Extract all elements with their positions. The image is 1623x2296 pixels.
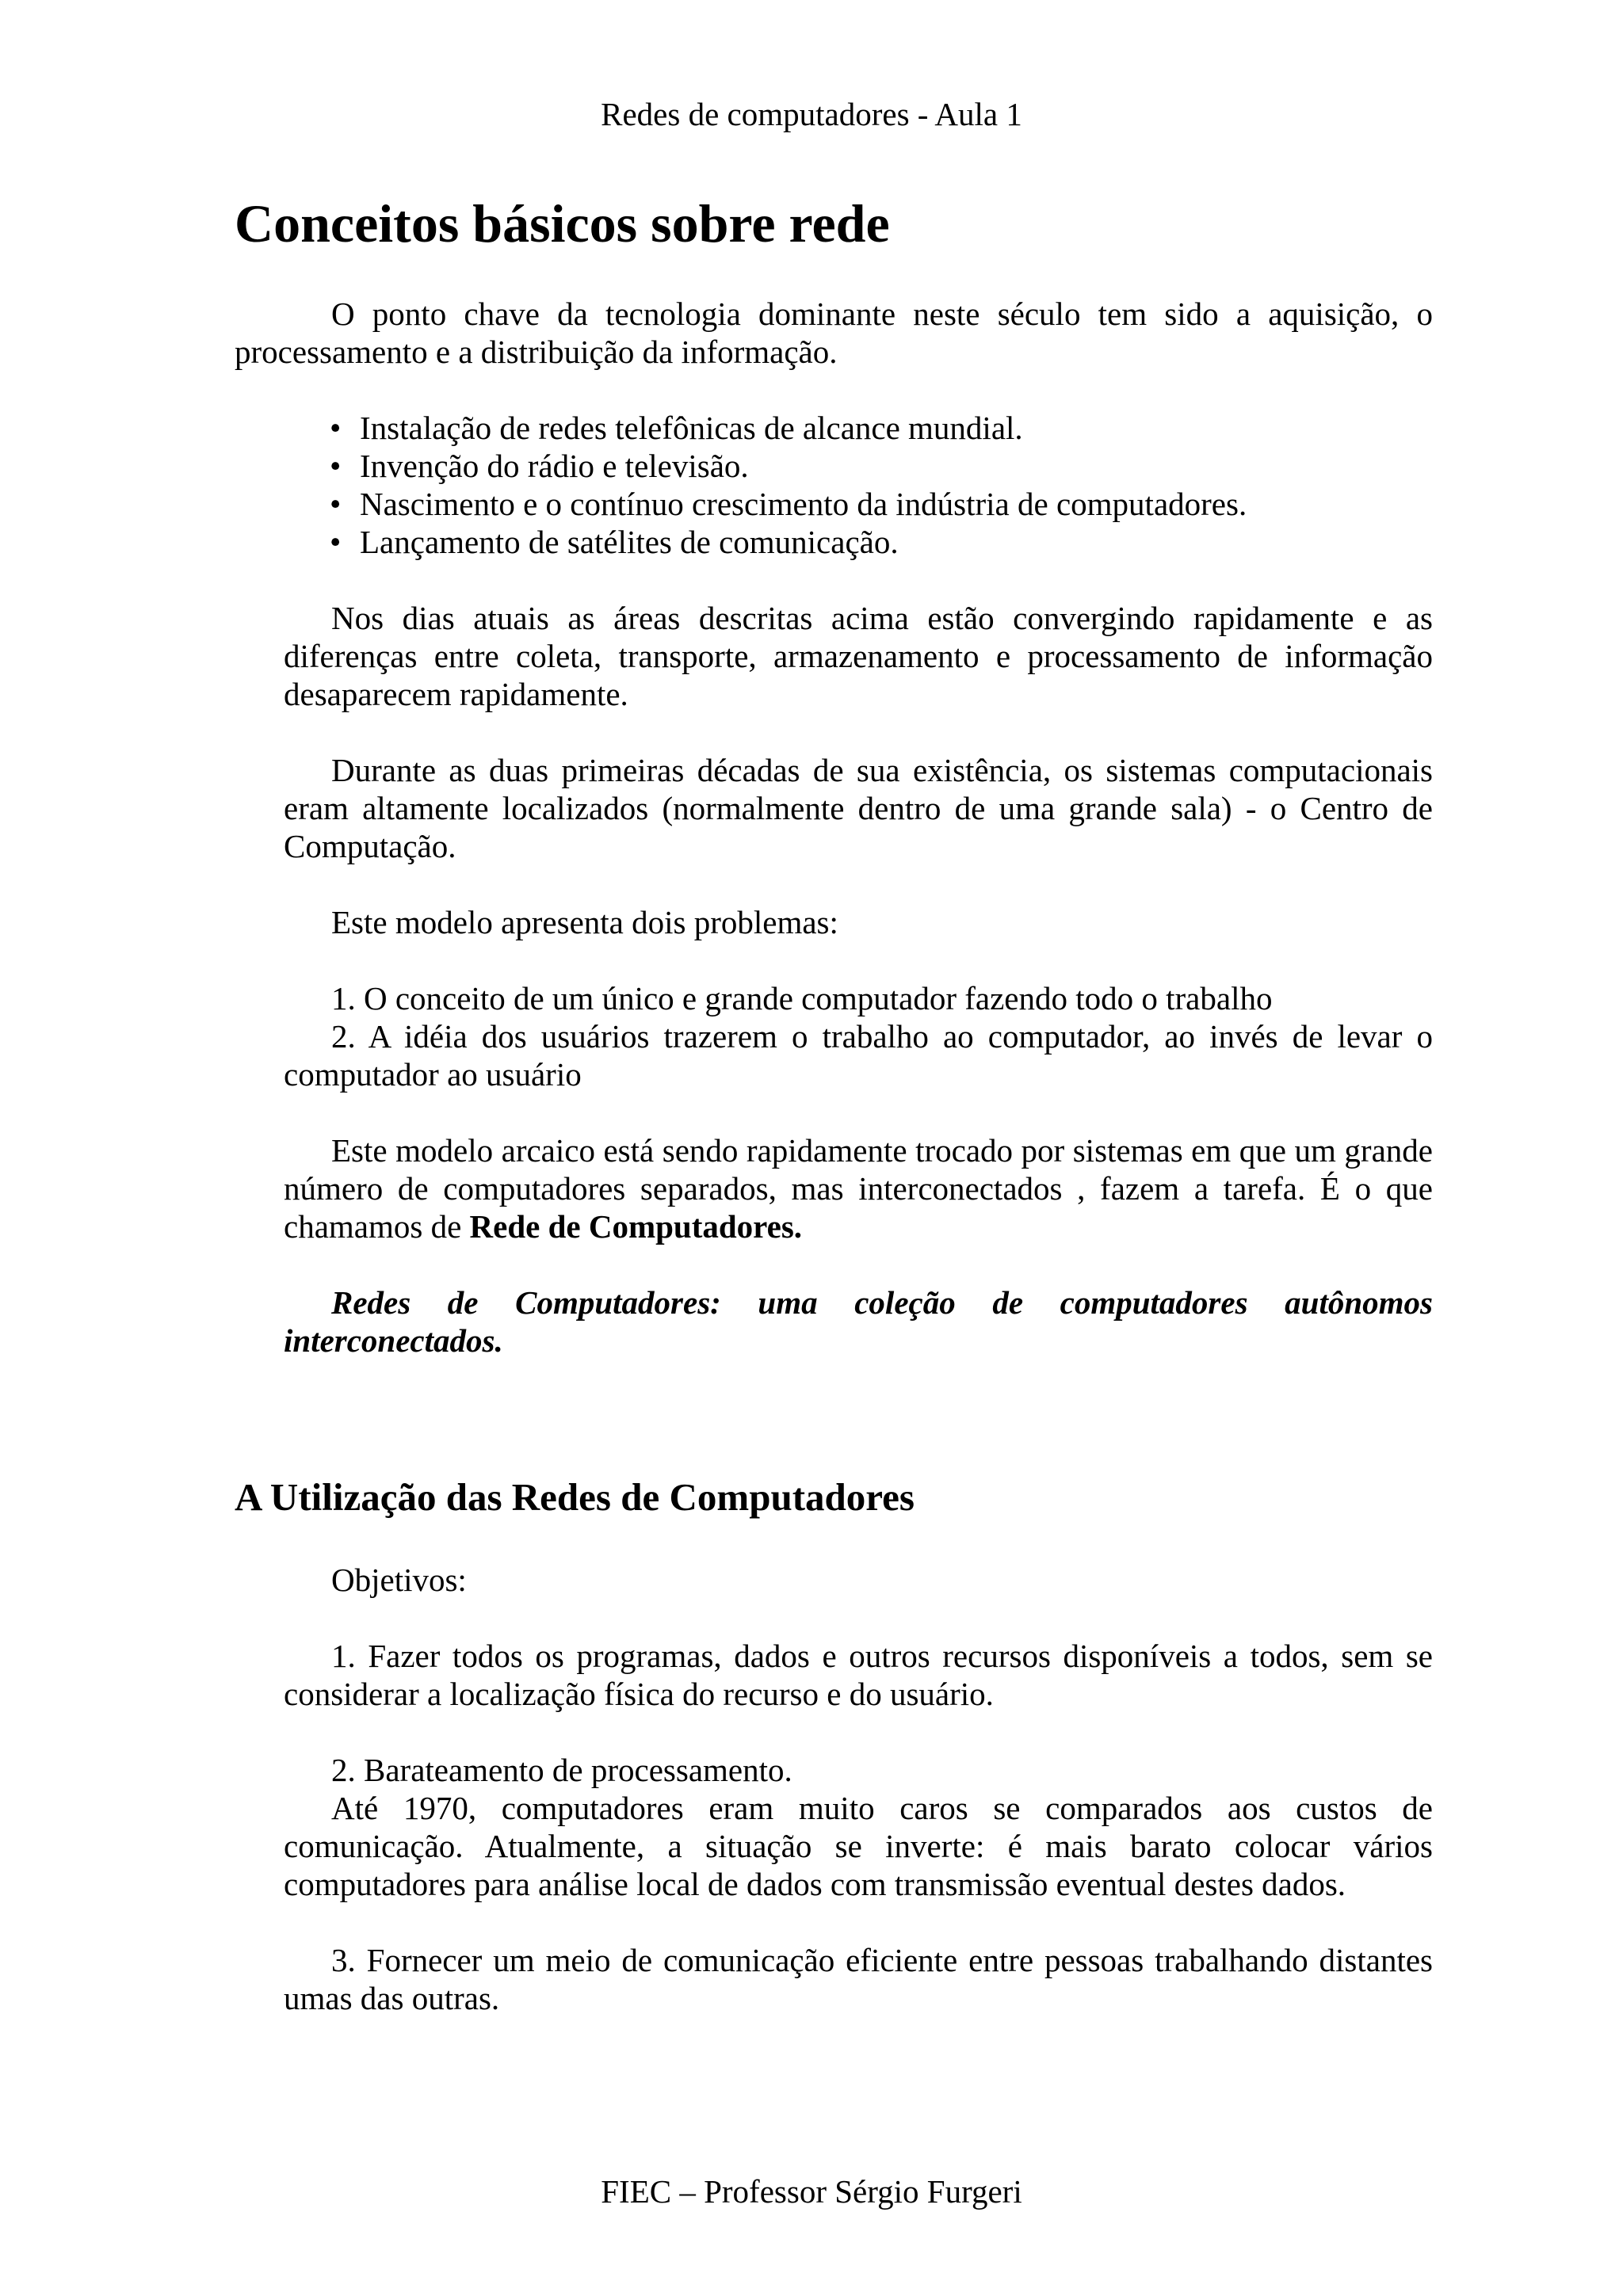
model-paragraph-text: Este modelo arcaico está sendo rapidamente trocado por sistemas em que um grande número de computadores separados, mas interconectados , fazem a tarefa. É o que chamamos de xyxy=(284,1132,1433,1245)
bullet-text: Instalação de redes telefônicas de alcance mundial. xyxy=(360,410,1023,446)
bullet-item xyxy=(235,447,1433,485)
model-paragraph xyxy=(284,1131,1433,1245)
objective-item-3: 3. Fornecer um meio de comunicação eficiente entre pessoas trabalhando distantes umas das outras. xyxy=(284,1942,1433,2016)
running-header: Redes de computadores - Aula 1 xyxy=(601,96,1022,132)
bullet-item xyxy=(235,523,1433,561)
bullet-list xyxy=(235,409,1433,561)
bullet-icon: • xyxy=(330,410,342,446)
bullet-icon: • xyxy=(330,524,342,560)
problem-item-1: 1. O conceito de um único e grande computador fazendo todo o trabalho xyxy=(331,980,1273,1016)
bullet-icon: • xyxy=(330,448,342,484)
objective-item-2-title: 2. Barateamento de processamento. xyxy=(331,1752,792,1788)
section-title-conceitos: Conceitos básicos sobre rede xyxy=(235,193,890,254)
model-paragraph-bold: Rede de Computadores. xyxy=(469,1208,803,1245)
bullet-icon: • xyxy=(330,486,342,522)
intro-paragraph: O ponto chave da tecnologia dominante neste século tem sido a aquisição, o processamento e a distribuição da informação. xyxy=(235,296,1433,370)
objective-item-2-text: Até 1970, computadores eram muito caros se comparados aos custos de comunicação. Atualmente, a situação se inverte: é mais barato colocar vários computadores para análise local de dados com transmissão eventual destes dados. xyxy=(284,1790,1433,1902)
objective-item-1: 1. Fazer todos os programas, dados e outros recursos disponíveis a todos, sem se considerar a localização física do recurso e do usuário. xyxy=(284,1638,1433,1712)
bullet-text: Lançamento de satélites de comunicação. xyxy=(360,524,899,560)
running-footer: FIEC – Professor Sérgio Furgeri xyxy=(601,2173,1022,2210)
bullet-text: Invenção do rádio e televisão. xyxy=(360,448,749,484)
problems-intro: Este modelo apresenta dois problemas: xyxy=(331,904,838,940)
convergence-paragraph: Nos dias atuais as áreas descritas acima estão convergindo rapidamente e as diferenças entre coleta, transporte, armazenamento e processamento de informação desaparecem rapidamente. xyxy=(284,600,1433,712)
objectives-label: Objetivos: xyxy=(331,1562,467,1598)
definition-paragraph: Redes de Computadores: uma coleção de computadores autônomos interconectados. xyxy=(284,1284,1433,1359)
bullet-item xyxy=(235,409,1433,447)
bullet-item xyxy=(235,485,1433,523)
page-content xyxy=(235,190,1433,2017)
history-paragraph: Durante as duas primeiras décadas de sua existência, os sistemas computacionais eram altamente localizados (normalmente dentro de uma grande sala) - o Centro de Computação. xyxy=(284,752,1433,864)
section-utilizacao xyxy=(235,1474,1433,2017)
problem-item-2: 2. A idéia dos usuários trazerem o trabalho ao computador, ao invés de levar o computador ao usuário xyxy=(284,1018,1433,1093)
bullet-text: Nascimento e o contínuo crescimento da indústria de computadores. xyxy=(360,486,1247,522)
section-title-utilizacao: A Utilização das Redes de Computadores xyxy=(235,1475,915,1519)
